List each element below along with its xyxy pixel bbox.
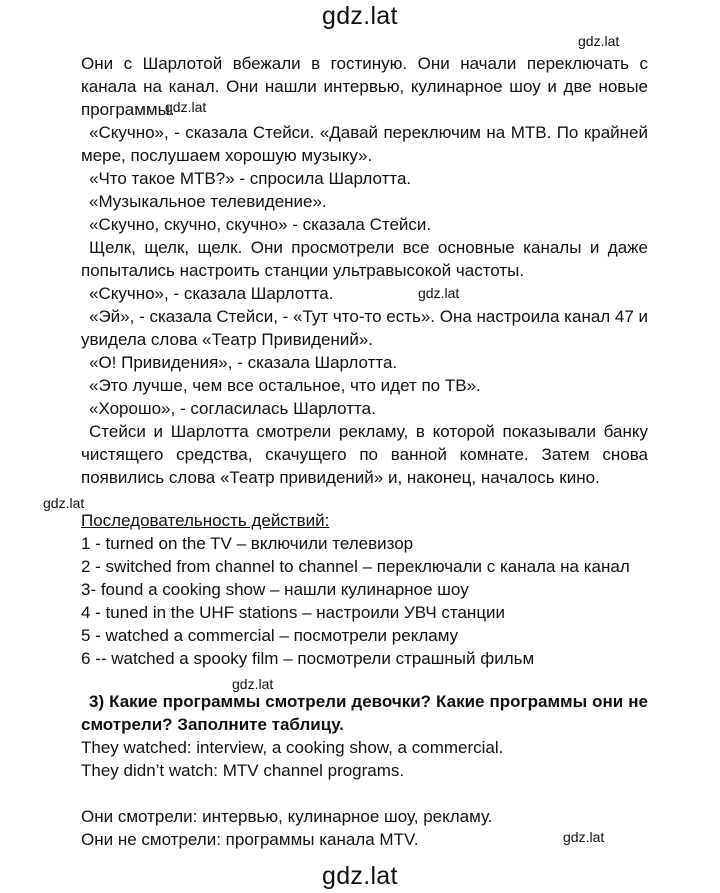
sequence-item: 5 - watched a commercial – посмотрели рекламу: [81, 626, 459, 645]
watermark-top: gdz.lat: [322, 2, 398, 30]
story-line: «Скучно, скучно, скучно» - сказала Стейси.: [89, 215, 432, 234]
story-line: попытались настроить станции ультравысокой частоты.: [81, 261, 525, 280]
story-line: Они с Шарлотой вбежали в гостиную. Они начали переключать с: [81, 54, 648, 73]
story-line: «Хорошо», - согласилась Шарлотта.: [89, 399, 376, 418]
sequence-item: 6 -- watched a spooky film – посмотрели страшный фильм: [81, 649, 535, 668]
story-line: «Музыкальное телевидение».: [89, 192, 327, 211]
watermark-right-1: gdz.lat: [578, 33, 620, 49]
story-line: «Скучно», - сказала Шарлотта.: [89, 284, 334, 303]
answer-watched-en: They watched: interview, a cooking show, a commercial.: [81, 738, 504, 757]
story-line: увидела слова «Театр Привидений».: [81, 330, 374, 349]
answer-watched-ru: Они смотрели: интервью, кулинарное шоу, рекламу.: [81, 807, 493, 826]
task3-question: 3) Какие программы смотрели девочки? Какие программы они не: [89, 692, 648, 711]
story-line: появились слова «Театр привидений» и, наконец, началось кино.: [81, 468, 600, 487]
story-line: Стейси и Шарлотта смотрели рекламу, в которой показывали банку: [89, 422, 648, 441]
watermark-right-2: gdz.lat: [563, 829, 605, 845]
watermark-bottom: gdz.lat: [322, 862, 398, 890]
story-line: «Скучно», - сказала Стейси. «Давай переключим на МТВ. По крайней: [89, 123, 648, 142]
watermark-task3: gdz.lat: [232, 676, 274, 692]
watermark-left: gdz.lat: [43, 495, 85, 511]
sequence-heading: Последовательность действий:: [81, 511, 330, 530]
task3-question: смотрели? Заполните таблицу.: [81, 715, 344, 734]
story-line: «Это лучше, чем все остальное, что идет по ТВ».: [89, 376, 481, 395]
story-line: канала на канал. Они нашли интервью, кулинарное шоу и две новые: [81, 77, 648, 96]
story-line: «О! Привидения», - сказала Шарлотта.: [89, 353, 398, 372]
sequence-item: 4 - tuned in the UHF stations – настроили УВЧ станции: [81, 603, 506, 622]
story-line: программы.: [81, 100, 175, 119]
sequence-item: 3- found a cooking show – нашли кулинарное шоу: [81, 580, 469, 599]
story-line: «Что такое МТВ?» - спросила Шарлотта.: [89, 169, 412, 188]
watermark-inline: gdz.lat: [165, 99, 207, 115]
story-line: мере, послушаем хорошую музыку».: [81, 146, 373, 165]
answer-not-watched-en: They didn’t watch: MTV channel programs.: [81, 761, 405, 780]
story-line: чистящего средства, скачущего по ванной комнате. Затем снова: [81, 445, 648, 464]
story-line: «Эй», - сказала Стейси, - «Тут что-то есть». Она настроила канал 47 и: [89, 307, 649, 326]
watermark-mid: gdz.lat: [418, 285, 460, 301]
answer-not-watched-ru: Они не смотрели: программы канала MTV.: [81, 830, 419, 849]
sequence-item: 1 - turned on the TV – включили телевизор: [81, 534, 414, 553]
sequence-item: 2 - switched from channel to channel – переключали с канала на канал: [81, 557, 630, 576]
story-line: Щелк, щелк, щелк. Они просмотрели все основные каналы и даже: [89, 238, 648, 257]
